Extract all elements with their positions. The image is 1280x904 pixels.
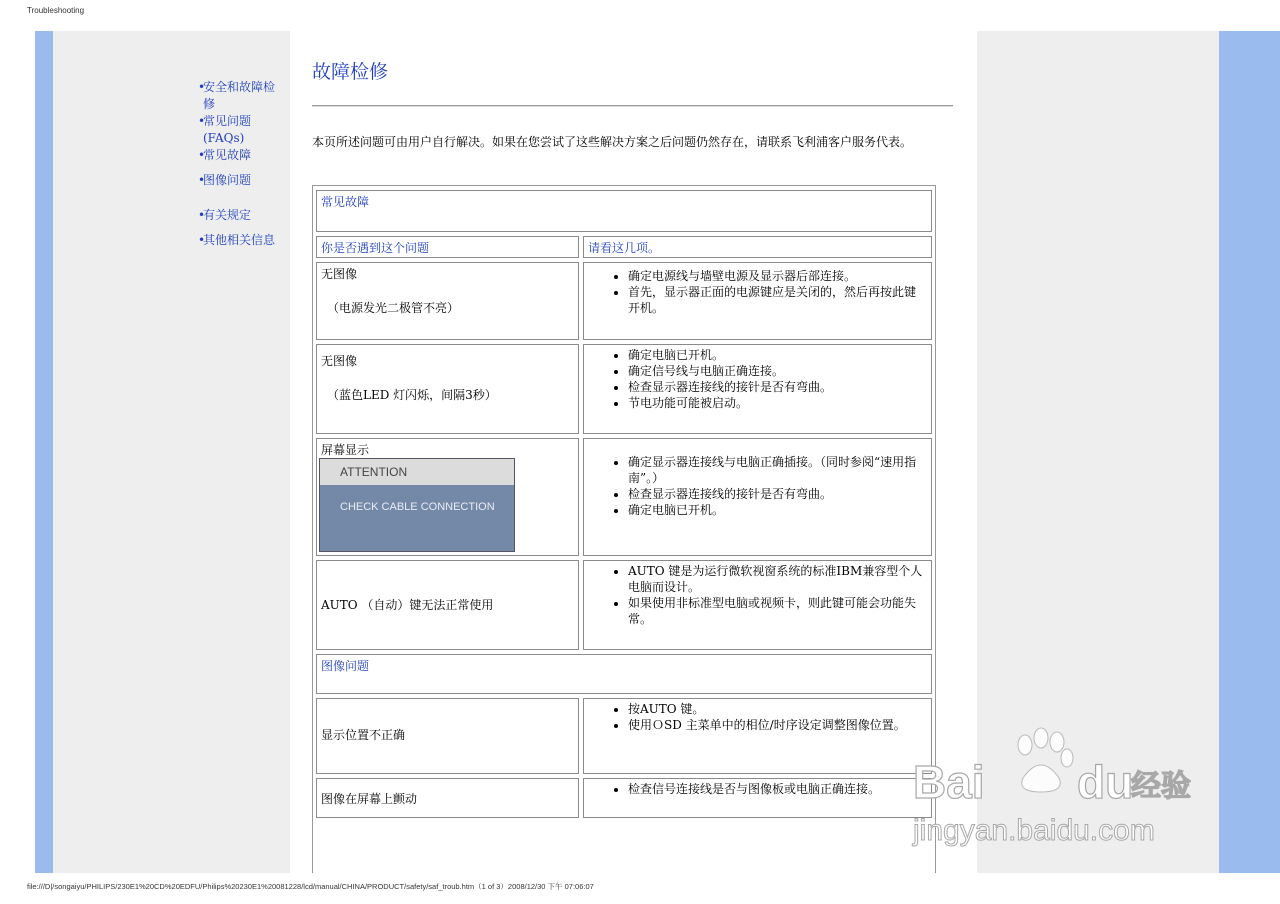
table-row-checks <box>583 262 932 340</box>
list-item: • 按AUTO 键。 <box>628 701 927 717</box>
osd-attention-image <box>319 458 515 552</box>
list-item: • 确定电脑已开机。 <box>628 502 927 518</box>
problem-text: 无图像 <box>321 267 358 281</box>
watermark-brand2: du <box>1077 756 1134 808</box>
watermark-cn: 经验 <box>1131 770 1191 803</box>
column-header-check <box>583 236 932 258</box>
table-row-checks <box>583 778 932 818</box>
section-header-image <box>316 654 932 694</box>
table-row-problem <box>316 262 579 340</box>
sidebar-item-common-problems[interactable]: •常见故障 <box>198 148 252 162</box>
list-item: • 确定信号线与电脑正确连接。 <box>628 363 927 379</box>
list-item: • 确定电源线与墙壁电源及显示器后部连接。 <box>628 268 927 284</box>
sidebar-item-other-info[interactable]: •其他相关信息 <box>198 233 276 247</box>
osd-attention-title: ATTENTION <box>320 459 514 485</box>
list-item: • 如果使用非标准型电脑或视频卡，则此键可能会功能失常。 <box>628 595 927 627</box>
table-row-checks <box>583 438 932 556</box>
table-row-checks <box>583 344 932 434</box>
column-header-problem-label: 你是否遇到这个问题 <box>321 241 430 255</box>
table-row-checks <box>583 560 932 650</box>
problem-text: 图像在屏幕上颤动 <box>321 792 418 806</box>
problem-detail: （蓝色LED 灯闪烁，间隔3秒） <box>327 388 497 402</box>
list-item: • AUTO 键是为运行微软视窗系统的标准IBM兼容型个人电脑而设计。 <box>628 563 927 595</box>
table-row-problem <box>316 344 579 434</box>
list-item: • 确定显示器连接线与电脑正确插接。（同时参阅“速用指南”。） <box>628 454 927 486</box>
table-row-problem <box>316 778 579 818</box>
table-row-problem <box>316 698 579 774</box>
intro-text: 本页所述问题可由用户自行解决。如果在您尝试了这些解决方案之后问题仍然存在，请联系飞利浦客户服务代表。 <box>312 135 913 149</box>
section-header-common <box>316 190 932 232</box>
document-title: Troubleshooting <box>27 6 85 15</box>
page-title: 故障检修 <box>312 61 389 83</box>
sidebar-item-image-problems[interactable]: •图像问题 <box>198 173 252 187</box>
column-header-check-label: 请看这几项。 <box>588 241 661 255</box>
left-blue-strip <box>35 31 53 873</box>
list-item: • 检查显示器连接线的接针是否有弯曲。 <box>628 379 927 395</box>
title-divider <box>312 105 953 107</box>
right-gray-panel <box>977 31 1219 873</box>
column-header-problem <box>316 236 579 258</box>
problem-text: 显示位置不正确 <box>321 728 406 742</box>
right-blue-strip <box>1219 31 1280 873</box>
sidebar-item-faqs[interactable]: •常见问题 (FAQs) <box>198 114 252 145</box>
table-row-checks <box>583 698 932 774</box>
section-title: 图像问题 <box>321 659 370 673</box>
list-item: • 使用ＯSD 主菜单中的相位/时序设定调整图像位置。 <box>628 717 927 733</box>
file-path-footer: file:///D|/songaiyu/PHILIPS/230E1%20CD%20EDFU/Philips%20230E1%20081228/lcd/manual/CHINA/PRODUCT/safety/saf_troub.htm（1 of 3）2008/12/30 下午 07:06:07 <box>27 882 594 891</box>
problem-text: 屏幕显示 <box>321 443 370 457</box>
problem-detail: （电源发光二极管不亮） <box>327 301 460 315</box>
list-item: • 检查信号连接线是否与图像板或电脑正确连接。 <box>628 781 927 797</box>
sidebar-nav <box>198 79 284 249</box>
sidebar-item-safety[interactable]: •安全和故障检 修 <box>198 80 276 111</box>
list-item: • 首先，显示器正面的电源键应是关闭的，然后再按此键开机。 <box>628 284 927 316</box>
problem-text: AUTO （自动）键无法正常使用 <box>321 598 494 612</box>
list-item: • 确定电脑已开机。 <box>628 347 927 363</box>
sidebar-item-regulatory[interactable]: •有关规定 <box>198 208 252 222</box>
watermark-url: jingyan.baidu.com <box>913 814 1155 847</box>
list-item: • 检查显示器连接线的接针是否有弯曲。 <box>628 486 927 502</box>
table-row-problem <box>316 560 579 650</box>
problem-text: 无图像 <box>321 354 358 368</box>
section-title: 常见故障 <box>321 195 370 209</box>
osd-attention-message: CHECK CABLE CONNECTION <box>320 485 514 551</box>
list-item: • 节电功能可能被启动。 <box>628 395 927 411</box>
watermark-brand: Bai <box>913 756 985 808</box>
